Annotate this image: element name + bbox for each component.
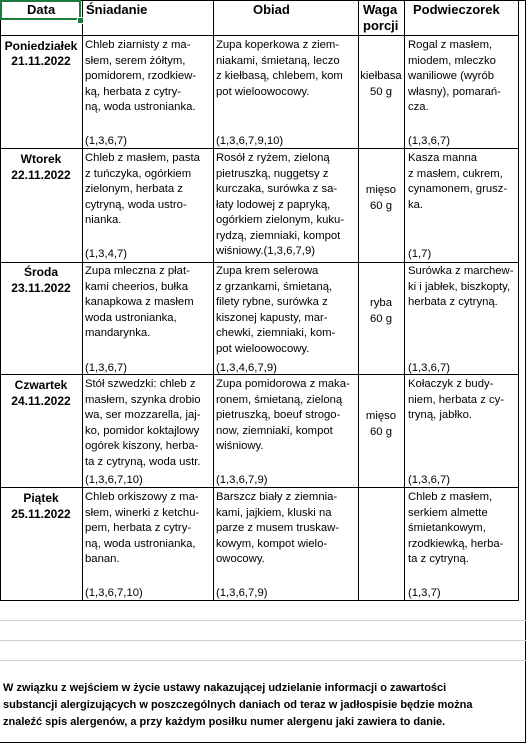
breakfast-allergens: (1,3,6,7,10) [85, 587, 143, 599]
portion-weight: mięso 60 g [365, 410, 397, 438]
grid-line [0, 640, 526, 641]
breakfast-allergens: (1,3,6,7) [85, 135, 128, 147]
header-data: Data [27, 2, 56, 17]
breakfast-cell: Chleb orkiszowy z ma- słem, winerki z ketchu- pem, herbata z cytry- ną, woda ustronianka, banan. [85, 491, 200, 565]
breakfast-cell: Chleb ziarnisty z ma- słem, serem żółtym, pomidorem, rzodkiew- ką, herbata z cytry- ną, woda ustronianka. [85, 39, 197, 113]
breakfast-cell: Chleb z masłem, pasta z tuńczyka, ogórkiem zielonym, herbata z cytryną, woda ustro- nianka. [85, 152, 200, 226]
breakfast-allergens: (1,3,6,7,10) [85, 474, 143, 486]
day-name: Środa [23, 265, 58, 279]
snack-cell: Surówka z marchew- ki i jabłek, biszkopty, herbata z cytryną. [408, 265, 514, 308]
portion-weight: ryba 60 g [370, 297, 392, 325]
grid-line [213, 0, 214, 600]
grid-line [0, 620, 526, 621]
lunch-allergens: (1,3,6,7,9,10) [216, 135, 284, 147]
lunch-cell: Barszcz biały z ziemnia- kami, jajkiem, kluski na parze z musem truskaw- kowym, kompot wielo- owocowy. [216, 491, 340, 565]
grid-line [82, 0, 83, 600]
grid-line [0, 660, 526, 661]
grid-line [0, 487, 519, 488]
grid-line [0, 600, 519, 601]
day-date: 24.11.2022 [11, 394, 71, 408]
snack-allergens: (1,3,7) [408, 587, 441, 599]
snack-cell: Rogal z masłem, miodem, mleczko waniliowe (wyrób własny), pomarań- cza. [408, 39, 501, 113]
day-date: 22.11.2022 [11, 168, 71, 182]
portion-weight: kiełbasa 50 g [360, 70, 402, 98]
lunch-allergens: (1,3,6,7,9) [216, 587, 268, 599]
header-podwieczorek: Podwieczorek [413, 2, 500, 17]
day-name: Piątek [23, 491, 59, 505]
header-waga: Waga [363, 2, 398, 17]
snack-cell: Kołaczyk z budy- niem, herbata z cy- tryną, jabłko. [408, 378, 505, 421]
day-name: Wtorek [20, 152, 62, 166]
portion-weight: mięso 60 g [365, 184, 397, 212]
breakfast-allergens: (1,3,6,7) [85, 362, 128, 374]
lunch-allergens: (1,3,6,7,9) [216, 474, 268, 486]
grid-line [404, 0, 405, 600]
day-date: 21.11.2022 [11, 54, 71, 68]
breakfast-cell: Zupa mleczna z płat- kami cheerios, bułka kanapkowa z masłem woda ustronianka, mandarynka. [85, 265, 194, 339]
grid-line [0, 262, 519, 263]
day-name: Poniedziałek [4, 39, 78, 53]
breakfast-cell: Stół szwedzki: chleb z masłem, szynka drobio wa, ser mozzarella, jaj- ko, pomidor koktajlowy ogórek kiszony, herba- ta z cytryną, woda ustr. [85, 378, 201, 468]
snack-allergens: (1,3,6,7) [408, 474, 451, 486]
snack-cell: Chleb z masłem, serkiem almette śmietankowym, rzodkiewką, herba- ta z cytryną. [408, 491, 504, 565]
snack-allergens: (1,3,6,7) [408, 135, 451, 147]
header-sniadanie: Śniadanie [86, 2, 148, 17]
day-date: 23.11.2022 [11, 281, 71, 295]
grid-line [518, 0, 519, 600]
grid-line [0, 148, 519, 149]
breakfast-allergens: (1,3,4,7) [85, 248, 128, 260]
header-porcji: porcji [363, 18, 399, 33]
allergen-note: W związku z wejściem w życie ustawy nakazującej udzielanie informacji o zawartości substancji alergizujących w poszczególnych daniach od teraz w jadłospisie będzie można znaleźć spis alergenów, a przy każdym posiłku numer alergenu jaki zawiera to danie. [3, 682, 473, 728]
snack-allergens: (1,3,6,7) [408, 362, 451, 374]
header-obiad: Obiad [253, 2, 290, 17]
day-name: Czwartek [14, 378, 68, 392]
snack-allergens: (1,7) [408, 248, 432, 260]
day-date: 25.11.2022 [11, 507, 71, 521]
lunch-cell: Zupa koperkowa z ziem- niakami, śmietaną, leczo z kiełbasą, chlebem, kom pot wieloowocowy. [216, 39, 343, 98]
lunch-cell: Zupa pomidorowa z maka- ronem, śmietaną, zieloną pietruszką, boeuf strogo- now, ziemniaki, kompot wiśniowy. [216, 378, 350, 452]
lunch-cell: Zupa krem selerowa z grzankami, śmietaną, filety rybne, surówka z kiszonej kapusty, mar- chewki, ziemniaki, kom- pot wieloowocowy. [216, 265, 336, 355]
fill-handle[interactable] [77, 17, 84, 24]
grid-line [0, 35, 519, 36]
lunch-cell: Rosół z ryżem, zieloną pietruszką, nuggetsy z kurczaka, surówka z sa- łaty lodowej z papryką, ogórkiem zielonym, kuku- rydzą, ziemniaki, kompot wiśniowy.(1,3,6,7,9) [216, 152, 345, 257]
snack-cell: Kasza manna z masłem, cukrem, cynamonem, grusz- ka. [408, 152, 508, 211]
lunch-allergens: (1,3,4,6,7,9) [216, 362, 277, 374]
